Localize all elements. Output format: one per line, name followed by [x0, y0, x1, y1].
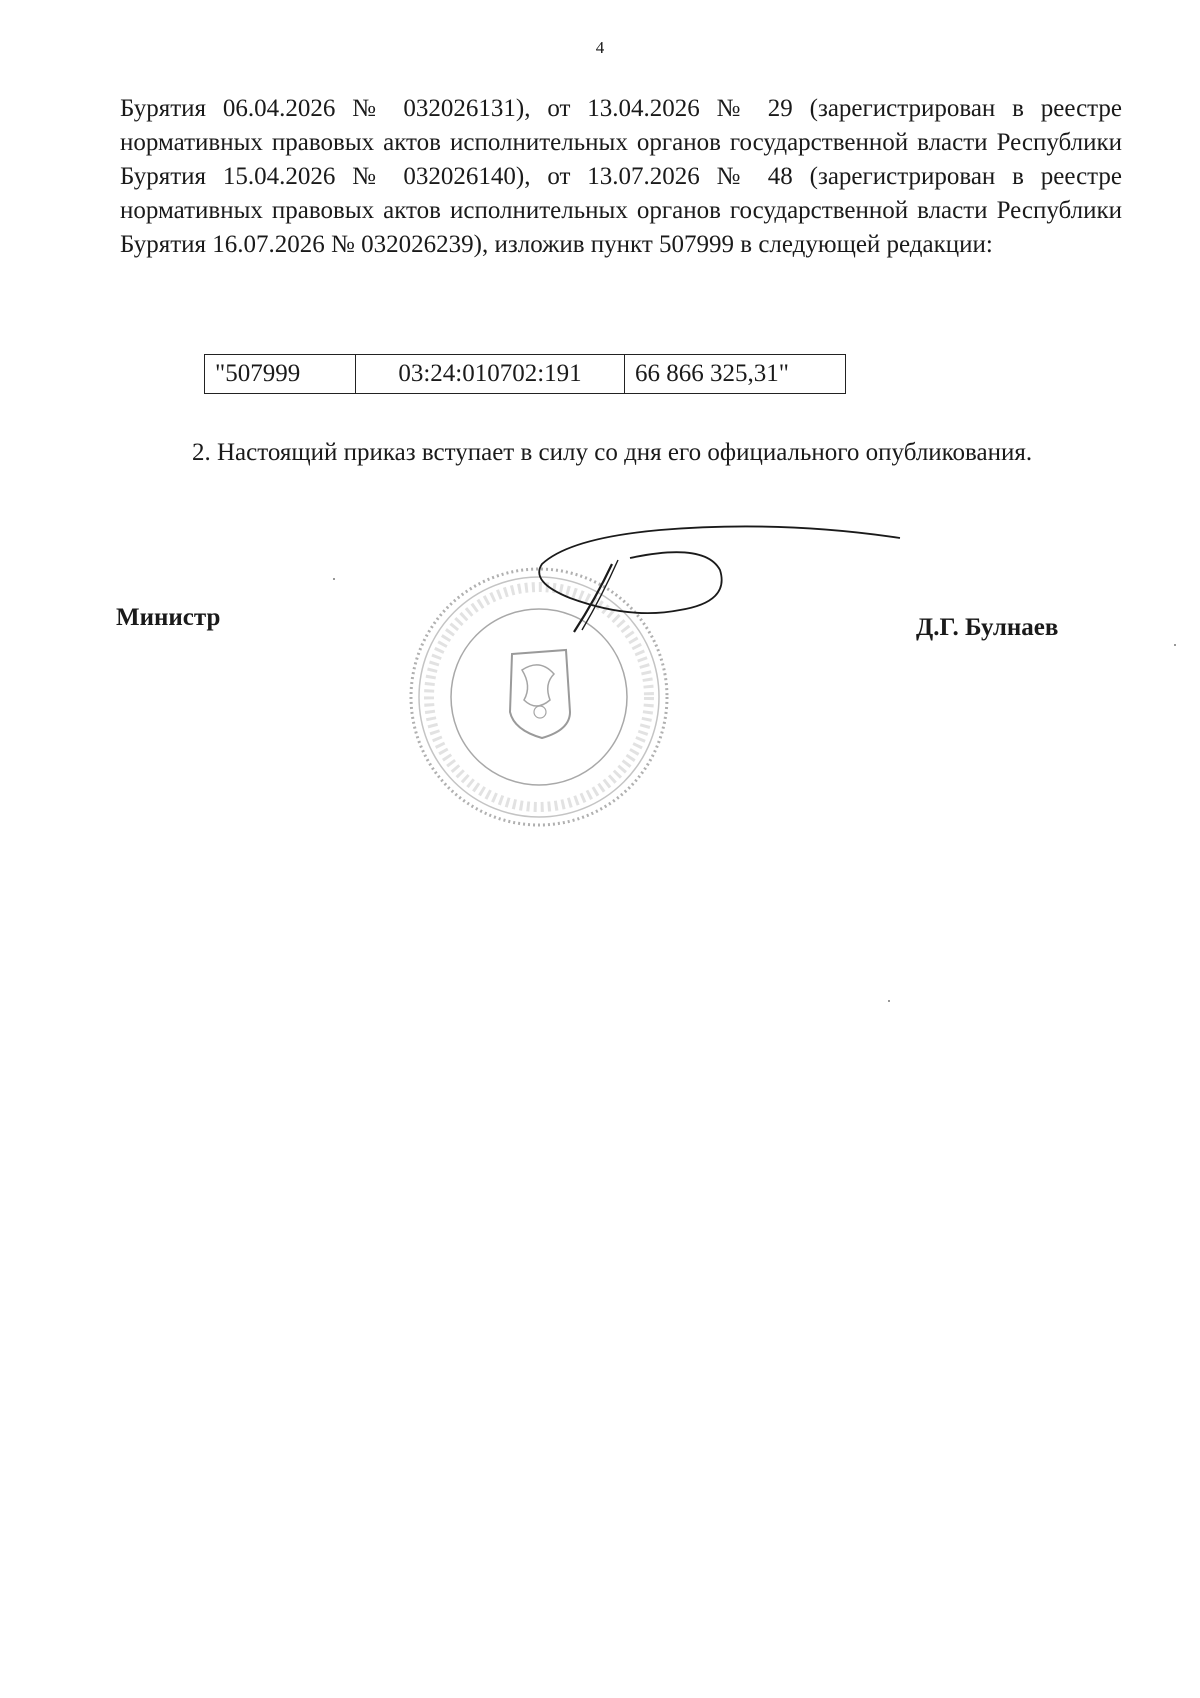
table-row [205, 355, 846, 394]
amendment-paragraph: Бурятия 06.04.2026 № 032026131), от 13.04.2026 № 29 (зарегистрирован в реестре нормативных правовых актов исполнительных органов государственной власти Республики Бурятия 15.04.2026 № 032026140), от 13.07.2026 № 48 (зарегистрирован в реестре нормативных правовых актов исполнительных органов государственной власти Республики Бурятия 16.07.2026 № 032026239), изложив пункт 507999 в следующей редакции: [120, 95, 1122, 258]
scan-speck [888, 1000, 890, 1002]
signer-title: Министр [116, 604, 221, 631]
amendment-table [204, 354, 846, 394]
handwritten-signature-icon [530, 520, 910, 640]
effective-date-paragraph: 2. Настоящий приказ вступает в силу со дня его официального опубликования. [192, 439, 1033, 466]
table-cell-cadastral-number: 03:24:010702:191 [356, 355, 625, 394]
scan-speck [1174, 644, 1176, 646]
table-cell-item-number: "507999 [205, 355, 356, 394]
scan-speck [333, 578, 335, 580]
table-cell-cadastral-value: 66 866 325,31" [625, 355, 846, 394]
page-number: 4 [595, 38, 605, 57]
signer-name: Д.Г. Булнаев [916, 614, 1059, 641]
